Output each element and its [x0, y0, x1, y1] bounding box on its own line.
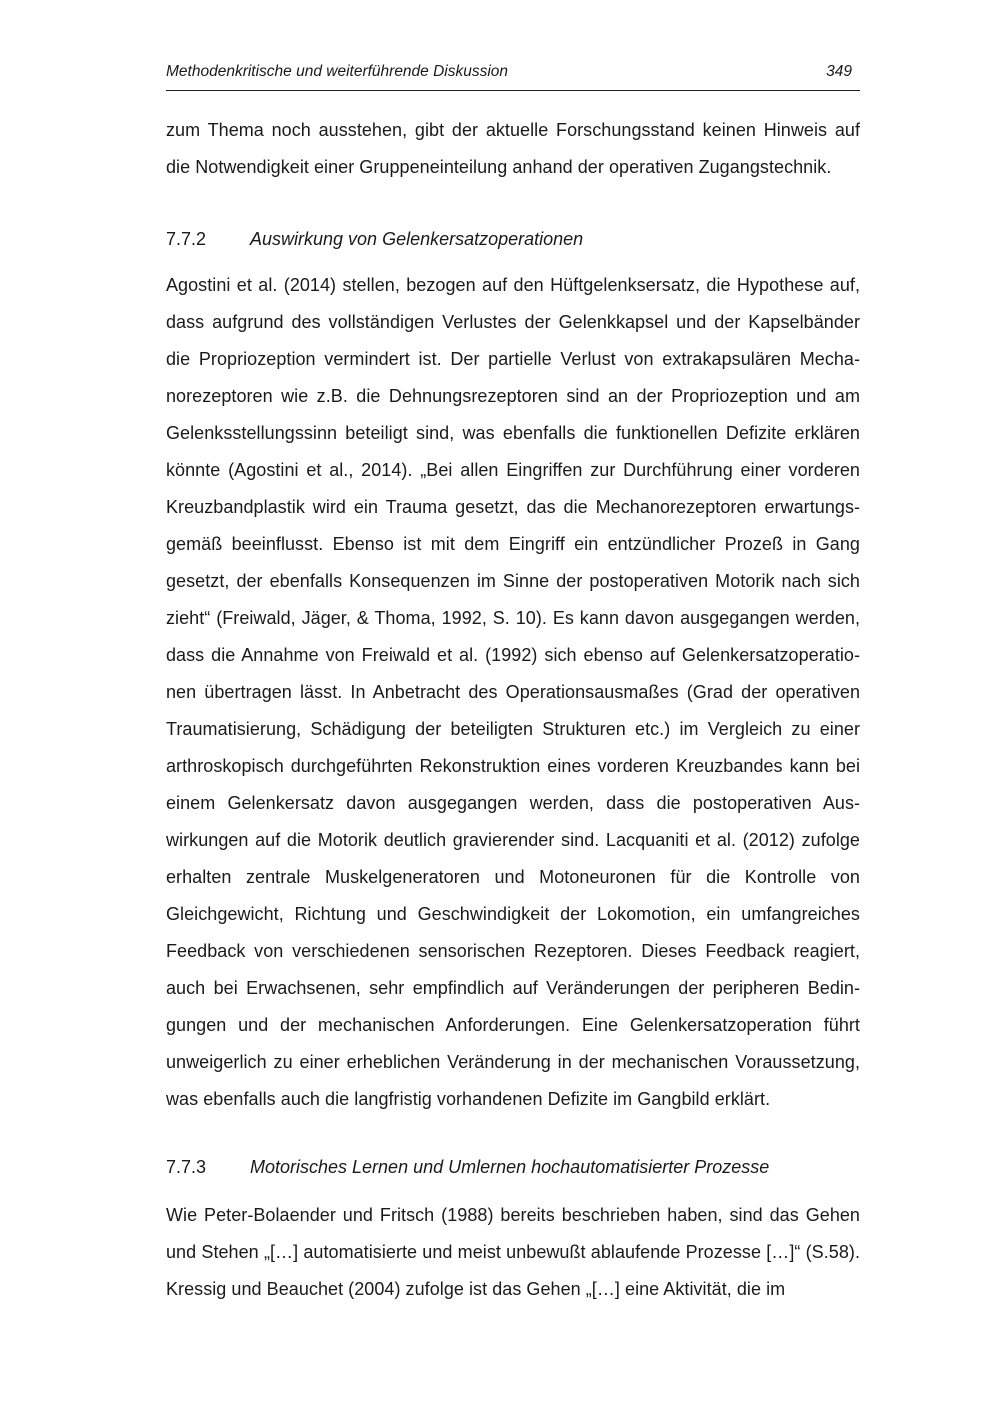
section-heading-7-7-3 [166, 1151, 860, 1183]
running-header [166, 60, 860, 91]
section-number: 7.7.3 [166, 1157, 207, 1177]
page-number: 349 [826, 63, 852, 80]
section-title: Motorisches Lernen und Umlernen hochautomatisierter Prozesse [250, 1157, 770, 1177]
running-title: Methodenkritische und weiterführende Diskussion [166, 63, 509, 80]
section-heading-7-7-2 [166, 223, 860, 255]
paragraph-section-7-7-3: Wie Peter-Bolaender und Fritsch (1988) bereits beschrieben haben, sind das Gehen und Stehen „[…] automatisierte und meist unbewußt ablaufende Prozesse […]“ (S.58). Kressig und Beauchet (2004) zufolge ist das Gehen „[…] eine Aktivität, die im [166, 1205, 860, 1299]
section-number: 7.7.2 [166, 229, 207, 249]
section-title: Auswirkung von Gelenkersatzoperationen [250, 229, 584, 249]
paragraph-intro: zum Thema noch ausstehen, gibt der aktuelle Forschungsstand keinen Hinweis auf die Notwendigkeit einer Gruppeneinteilung anhand der operativen Zugangstechnik. [166, 120, 860, 177]
paragraph-section-7-7-2: Agostini et al. (2014) stellen, bezogen auf den Hüftgelenksersatz, die Hypothese auf, dass aufgrund des vollständigen Verlustes der Gelenkkapsel und der Kapselbänder die Propriozeption vermindert ist. Der partielle Verlust von extrakapsulären Mechanorezeptoren wie z.B. die Dehnungsrezeptoren sind an der Propriozeption und am Gelenksstellungssinn beteiligt sind, was ebenfalls die funktionellen Defizite erklären könnte (Agostini et al., 2014). „Bei allen Eingriffen zur Durchführung einer vorderen Kreuzbandplastik wird ein Trauma gesetzt, das die Mechanorezeptoren erwartungsgemäß beeinflusst. Ebenso ist mit dem Eingriff ein entzündlicher Prozeß in Gang gesetzt, der ebenfalls Konsequenzen im Sinne der postoperativen Motorik nach sich zieht“ (Freiwald, Jäger, & Thoma, 1992, S. 10). Es kann davon ausgegangen werden, dass die Annahme von Freiwald et al. (1992) sich ebenso auf Gelenkersatzoperationen übertragen lässt. In Anbetracht des Operationsausmaßes (Grad der operativen Traumatisierung, Schädigung der beteiligten Strukturen etc.) im Vergleich zu einer arthroskopisch durchgeführten Rekonstruktion eines vorderen Kreuzbandes kann bei einem Gelenkersatz davon ausgegangen werden, dass die postoperativen Auswirkungen auf die Motorik deutlich gravierender sind. Lacquaniti et al. (2012) zufolge erhalten zentrale Muskelgeneratoren und Motoneuronen für die Kontrolle von Gleichgewicht, Richtung und Geschwindigkeit der Lokomotion, ein umfangreiches Feedback von verschiedenen sensorischen Rezeptoren. Dieses Feedback reagiert, auch bei Erwachsenen, sehr empfindlich auf Veränderungen der peripheren Bedingungen und der mechanischen Anforderungen. Eine Gelenkersatzoperation führt unweigerlich zu einer erheblichen Veränderung in der mechanischen Voraussetzung, was ebenfalls auch die langfristig vorhandenen Defizite im Gangbild erklärt. [166, 275, 860, 1109]
